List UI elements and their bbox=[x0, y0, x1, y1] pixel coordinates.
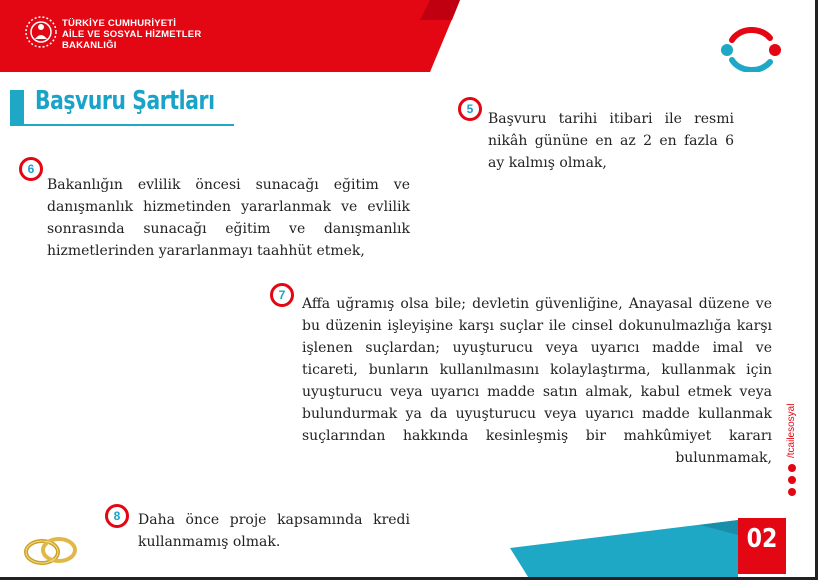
wedding-rings-icon bbox=[22, 528, 80, 568]
facebook-icon bbox=[788, 488, 796, 496]
ministry-line-3: BAKANLIĞI bbox=[62, 40, 117, 51]
item-number-badge bbox=[105, 504, 129, 528]
title-accent-bar bbox=[10, 90, 24, 126]
item-number-badge bbox=[19, 157, 43, 181]
page-title: Başvuru Şartları bbox=[35, 86, 215, 116]
item-number: 5 bbox=[466, 102, 474, 116]
requirement-text: Başvuru tarihi itibari ile resmi nikâh gününe en az 2 en fazla 6 ay kalmış olmak, bbox=[488, 111, 734, 171]
instagram-icon bbox=[788, 476, 796, 484]
ministry-emblem-icon bbox=[24, 15, 58, 49]
requirement-text: Affa uğramış olsa bile; devletin güvenliğine, Anayasal düzene ve bu düzenin işleyişine karşı suçlar ile cinsel dokunulmazlığa karşı işlenen suçlardan; uyuşturucu veya uyarıcı madde imal ve ticareti, bunların kullanılmasını kolaylaştırma, kullanmak için uyuşturucu veya uyarıcı madde satın almak, kabul etmek veya bulundurmak ya da uyuşturucu veya uyarıcı madde kullanmak suçlarından hakkında kesinleşmiş bir mahkûmiyet kararı bulunmamak, bbox=[302, 296, 772, 466]
item-number: 7 bbox=[278, 288, 286, 302]
page-number: 02 bbox=[746, 524, 778, 554]
ministry-line-1: TÜRKİYE CUMHURİYETİ bbox=[62, 18, 177, 29]
twitter-icon bbox=[788, 464, 796, 472]
title-underline bbox=[24, 124, 234, 126]
item-number: 8 bbox=[113, 509, 121, 523]
ministry-name bbox=[62, 18, 201, 51]
social-handle-text: /tcailesosyal bbox=[786, 403, 797, 458]
ministry-line-2: AİLE VE SOSYAL HİZMETLER bbox=[62, 29, 202, 40]
item-number-badge bbox=[458, 97, 482, 121]
item-number: 6 bbox=[27, 162, 35, 176]
family-logo-icon bbox=[718, 26, 784, 72]
requirement-text: Bakanlığın evlilik öncesi sunacağı eğitim ve danışmanlık hizmetinden yararlanmak ve evlilik sonrasında sunacağı eğitim ve danışmanlık hizmetlerinden yararlanmayı taahhüt etmek, bbox=[47, 177, 410, 259]
social-handle bbox=[784, 372, 800, 492]
item-number-badge bbox=[270, 283, 294, 307]
requirement-text: Daha önce proje kapsamında kredi kullanmamış olmak. bbox=[138, 512, 410, 550]
